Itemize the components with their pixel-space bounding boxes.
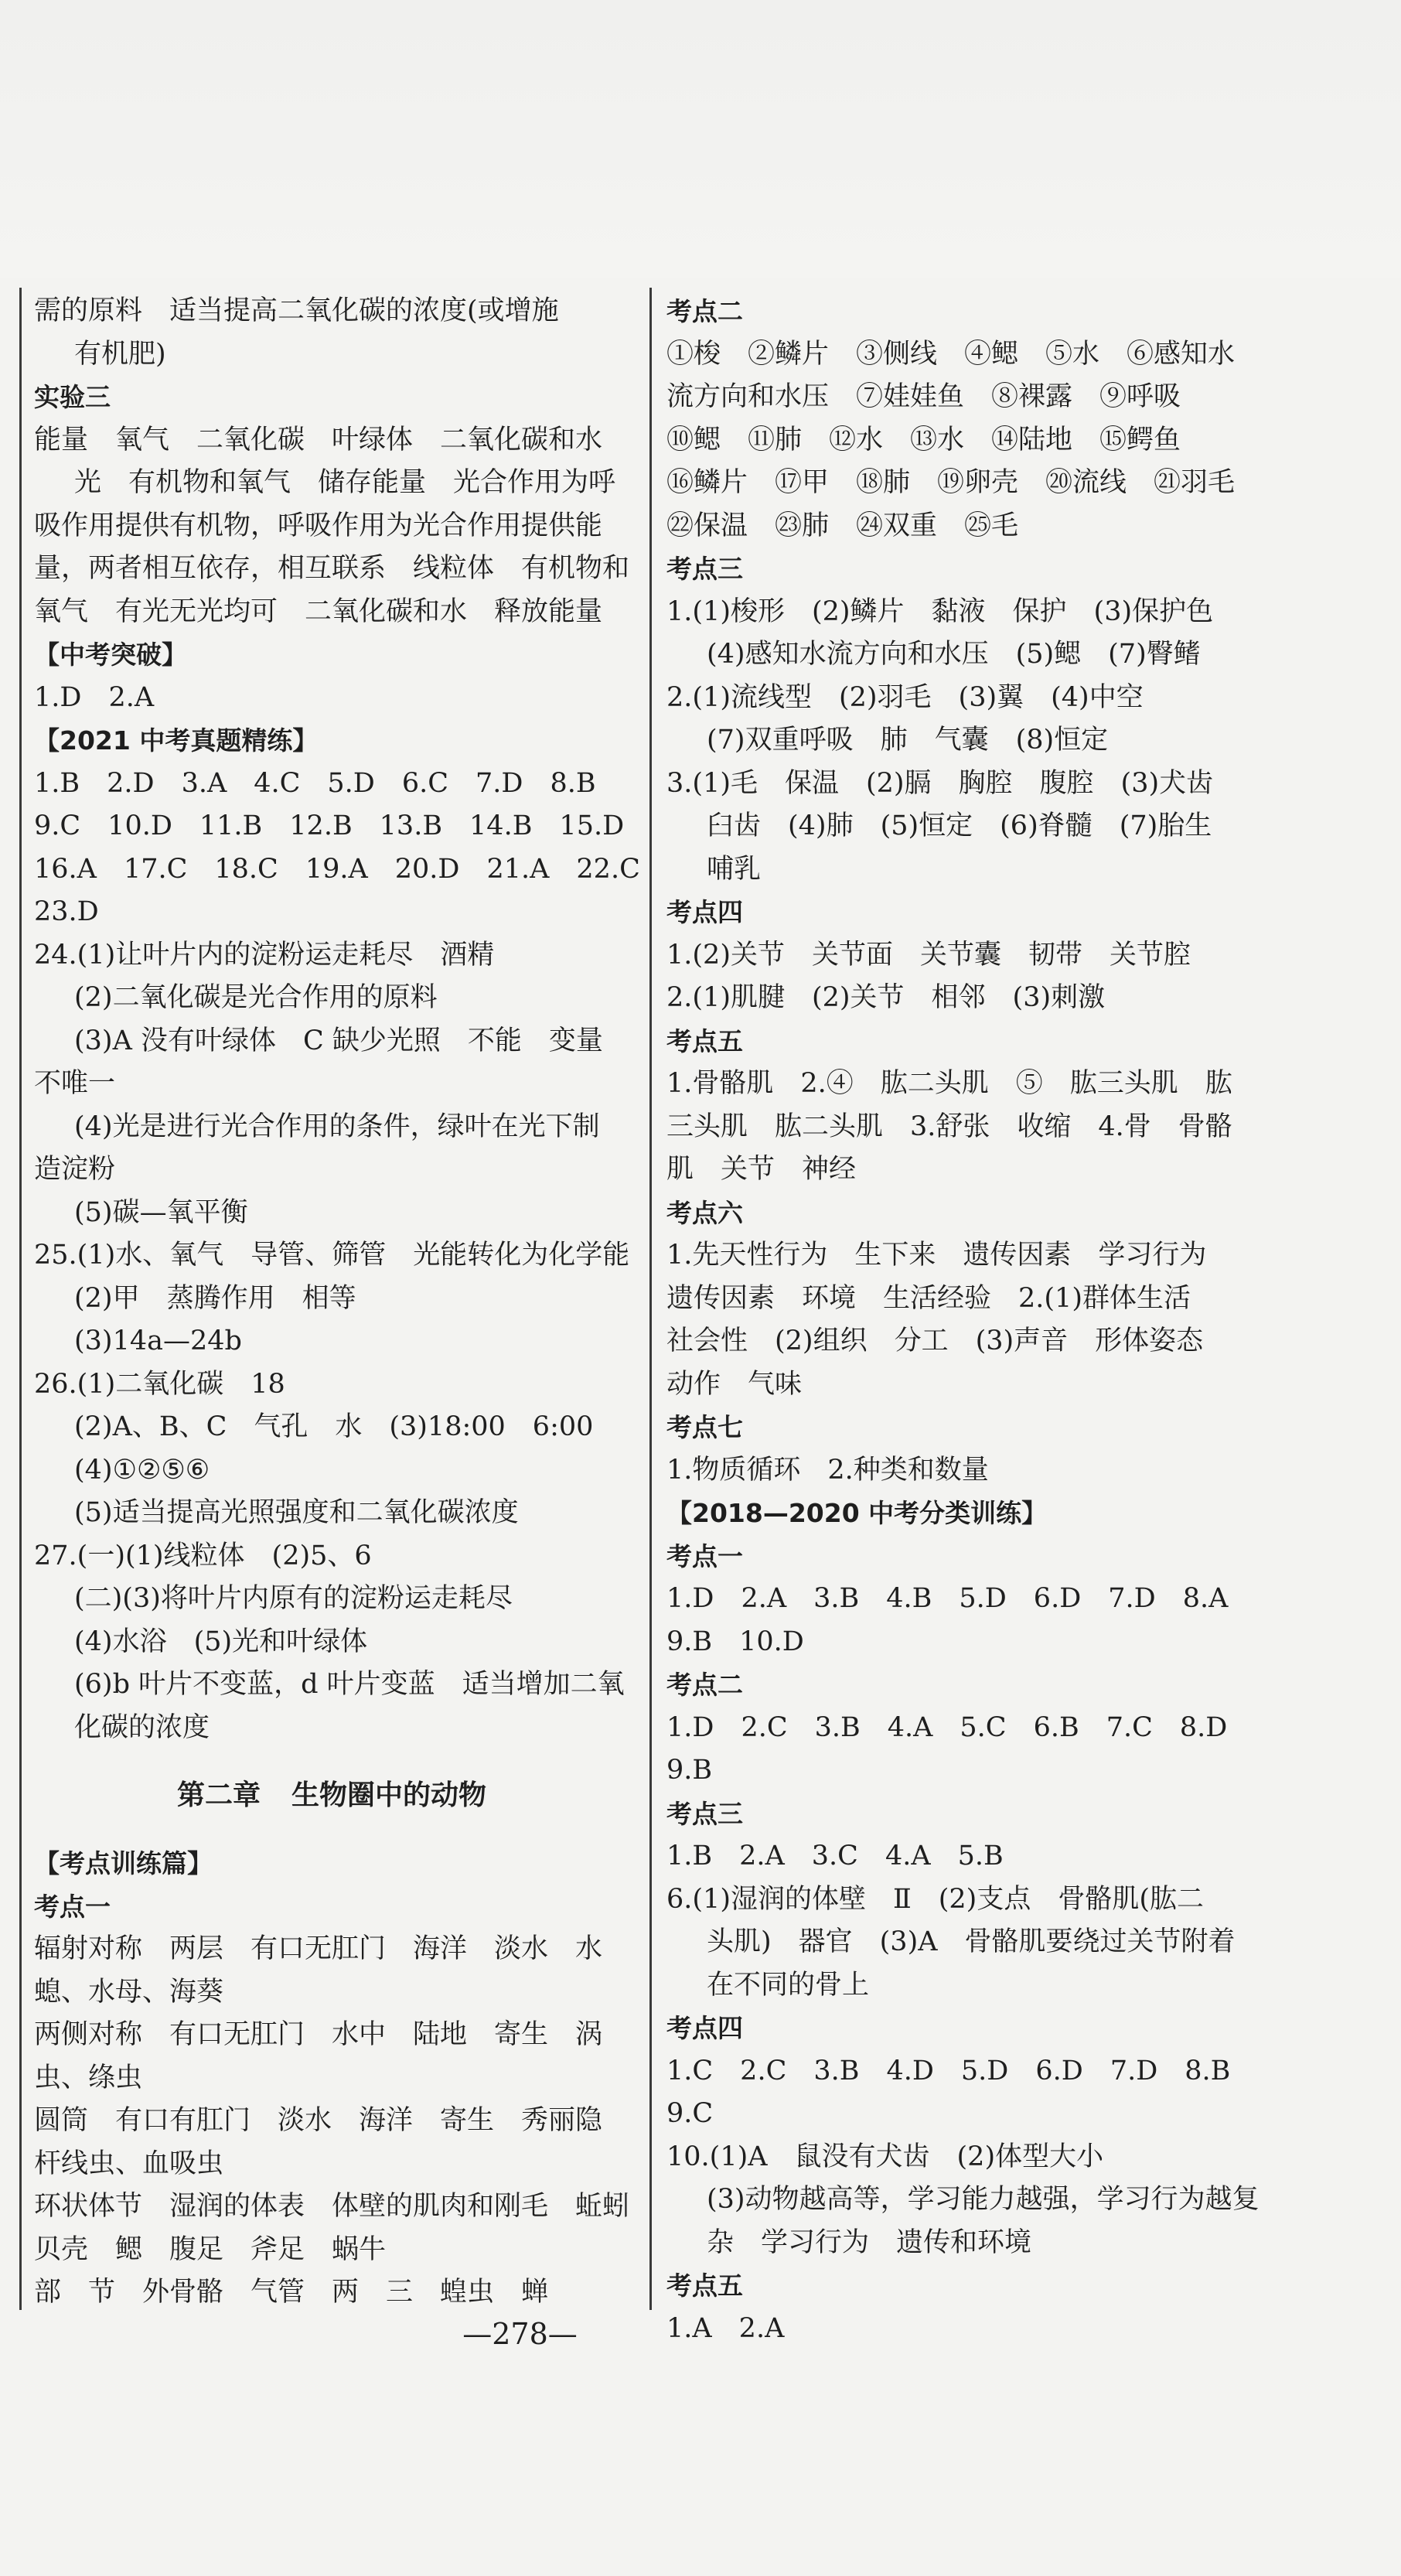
answer-line: 2.(1)流线型 (2)羽毛 (3)翼 (4)中空 <box>666 681 1144 713</box>
answer-line: 三头肌 肱二头肌 3.舒张 收缩 4.骨 骨骼 <box>666 1111 1232 1142</box>
answer-line: 氧气 有光无光均可 二氧化碳和水 释放能量 <box>34 595 603 627</box>
answer-line: 光 有机物和氧气 储存能量 光合作用为呼 <box>74 467 616 498</box>
answer-line: 圆筒 有口有肛门 淡水 海洋 寄生 秀丽隐 <box>34 2105 603 2136</box>
answer-line: (4)①②⑤⑥ <box>74 1454 210 1486</box>
answer-line: 环状体节 湿润的体表 体壁的肌肉和刚毛 蚯蚓 <box>34 2191 630 2222</box>
column-divider <box>649 288 652 2310</box>
answer-line: (3)A 没有叶绿体 C 缺少光照 不能 变量 <box>74 1025 603 1056</box>
section-heading: 考点三 <box>666 554 743 584</box>
section-heading: 考点二 <box>666 296 743 326</box>
answer-line: 1.D 2.A <box>34 681 155 713</box>
section-heading: 考点五 <box>666 2271 743 2301</box>
answer-line: 9.C 10.D 11.B 12.B 13.B 14.B 15.D <box>34 810 625 841</box>
answer-line: (3)动物越高等，学习能力越强，学习行为越复 <box>707 2184 1260 2215</box>
answer-line: 能量 氧气 二氧化碳 叶绿体 二氧化碳和水 <box>34 424 603 455</box>
answer-line: (2)A、B、C 气孔 水 (3)18:00 6:00 <box>74 1411 594 1442</box>
answer-line: 杂 学习行为 遗传和环境 <box>707 2226 1032 2258</box>
left-column <box>34 290 640 2313</box>
answer-line: 杆线虫、血吸虫 <box>34 2148 224 2179</box>
section-heading: 考点六 <box>666 1197 743 1228</box>
answer-line: 16.A 17.C 18.C 19.A 20.D 21.A 22.C <box>34 853 640 885</box>
answer-line: 9.B <box>666 1755 713 1786</box>
answer-line: 1.B 2.A 3.C 4.A 5.B <box>666 1841 1004 1871</box>
answer-line: (5)碳—氧平衡 <box>74 1196 248 1228</box>
answer-line: 6.(1)湿润的体壁 Ⅱ (2)支点 骨骼肌(肱二 <box>666 1883 1204 1915</box>
section-heading: 考点二 <box>666 1670 743 1700</box>
answer-line: 在不同的骨上 <box>707 1969 870 2001</box>
answer-line: (2)甲 蒸腾作用 相等 <box>74 1282 356 1314</box>
answer-line: 3.(1)毛 保温 (2)膈 胸腔 腹腔 (3)犬齿 <box>666 767 1214 799</box>
section-heading: 考点四 <box>666 897 743 927</box>
answer-line: 两侧对称 有口无肛门 水中 陆地 寄生 涡 <box>34 2019 603 2050</box>
chapter-title: 生物圈中的动物 <box>291 1779 487 1811</box>
answer-line: 1.骨骼肌 2.④ 肱二头肌 ⑤ 肱三头肌 肱 <box>666 1068 1232 1099</box>
left-column-chapter-answers <box>34 1842 629 2315</box>
right-column-answers <box>666 290 1285 2350</box>
answer-line: ①梭 ②鳞片 ③侧线 ④鳃 ⑤水 ⑥感知水 <box>666 338 1236 370</box>
answer-line: 10.(1)A 鼠没有犬齿 (2)体型大小 <box>666 2141 1104 2172</box>
answer-line: 辐射对称 两层 有口无肛门 海洋 淡水 水 <box>34 1933 603 1964</box>
answer-line: 量，两者相互依存，相互联系 线粒体 有机物和 <box>34 553 630 584</box>
left-margin-rule <box>19 288 22 2310</box>
section-heading: 【2021 中考真题精练】 <box>34 725 319 756</box>
answer-line: 1.物质循环 2.种类和数量 <box>666 1454 989 1486</box>
answer-line: (2)二氧化碳是光合作用的原料 <box>74 982 438 1013</box>
section-heading: 考点五 <box>666 1025 743 1056</box>
section-heading: 【2018—2020 中考分类训练】 <box>666 1498 1048 1528</box>
answer-line: 流方向和水压 ⑦娃娃鱼 ⑧裸露 ⑨呼吸 <box>666 381 1181 412</box>
answer-line: 1.C 2.C 3.B 4.D 5.D 6.D 7.D 8.B <box>666 2055 1231 2086</box>
answer-line: 有机肥) <box>74 338 166 370</box>
answer-line: 贝壳 鳃 腹足 斧足 蜗牛 <box>34 2233 387 2265</box>
answer-line: 螅、水母、海葵 <box>34 1976 224 2008</box>
section-heading: 【考点训练篇】 <box>34 1848 213 1878</box>
answer-line: ㉒保温 ㉓肺 ㉔双重 ㉕毛 <box>666 510 1019 541</box>
answer-line: (3)14a—24b <box>74 1326 242 1356</box>
answer-line: 肌 关节 神经 <box>666 1154 857 1185</box>
answer-line: 9.B 10.D <box>666 1626 804 1657</box>
section-heading: 考点七 <box>666 1412 743 1442</box>
answer-line: 9.C <box>666 2098 714 2129</box>
section-heading: 考点一 <box>666 1540 743 1571</box>
right-column <box>666 290 1285 2344</box>
answer-line: (4)水浴 (5)光和叶绿体 <box>74 1626 368 1657</box>
answer-line: 1.D 2.A 3.B 4.B 5.D 6.D 7.D 8.A <box>666 1583 1229 1614</box>
answer-line: 虫、绦虫 <box>34 2062 143 2093</box>
answer-line: 部 节 外骨骼 气管 两 三 蝗虫 蝉 <box>34 2277 549 2308</box>
answer-line: 23.D <box>34 896 99 927</box>
answer-line: (4)光是进行光合作用的条件，绿叶在光下制 <box>74 1111 600 1142</box>
section-heading: 考点四 <box>666 2013 743 2043</box>
answer-line: 遗传因素 环境 生活经验 2.(1)群体生活 <box>666 1282 1191 1314</box>
answer-line: 头肌) 器官 (3)A 骨骼肌要绕过关节附着 <box>707 1926 1236 1957</box>
answer-line: 2.(1)肌腱 (2)关节 相邻 (3)刺激 <box>666 982 1106 1013</box>
chapter-number: 第二章 <box>176 1779 261 1811</box>
answer-line: (6)b 叶片不变蓝，d 叶片变蓝 适当增加二氧 <box>74 1669 625 1700</box>
answer-line: 臼齿 (4)肺 (5)恒定 (6)脊髓 (7)胎生 <box>707 810 1212 841</box>
answer-line: 1.(1)梭形 (2)鳞片 黏液 保护 (3)保护色 <box>666 595 1214 627</box>
answer-line: 造淀粉 <box>34 1154 116 1185</box>
answer-line: 社会性 (2)组织 分工 (3)声音 形体姿态 <box>666 1326 1204 1356</box>
answer-line: 27.(一)(1)线粒体 (2)5、6 <box>34 1540 372 1571</box>
section-heading: 【中考突破】 <box>34 640 187 670</box>
chapter-heading <box>34 1749 629 1842</box>
answer-line: 需的原料 适当提高二氧化碳的浓度(或增施 <box>34 295 559 326</box>
section-heading: 实验三 <box>34 382 111 412</box>
section-heading: 考点三 <box>666 1798 743 1829</box>
answer-line: 化碳的浓度 <box>74 1711 210 1743</box>
left-column-answers <box>34 290 640 1749</box>
answer-line: 动作 气味 <box>666 1368 803 1400</box>
answer-line: (5)适当提高光照强度和二氧化碳浓度 <box>74 1497 519 1528</box>
answer-line: 1.先天性行为 生下来 遗传因素 学习行为 <box>666 1240 1207 1271</box>
answer-line: (二)(3)将叶片内原有的淀粉运走耗尽 <box>74 1583 513 1614</box>
page-number: —278— <box>462 2317 578 2351</box>
answer-line: 哺乳 <box>707 853 762 885</box>
answer-line: (4)感知水流方向和水压 (5)鳃 (7)臀鳍 <box>707 639 1201 670</box>
answer-line: 1.B 2.D 3.A 4.C 5.D 6.C 7.D 8.B <box>34 767 596 799</box>
answer-line: ⑯鳞片 ⑰甲 ⑱肺 ⑲卵壳 ⑳流线 ㉑羽毛 <box>666 467 1236 498</box>
answer-line: (7)双重呼吸 肺 气囊 (8)恒定 <box>707 725 1109 756</box>
page-top-margin <box>0 0 1401 278</box>
answer-line: ⑩鳃 ⑪肺 ⑫水 ⑬水 ⑭陆地 ⑮鳄鱼 <box>666 424 1181 455</box>
answer-line: 24.(1)让叶片内的淀粉运走耗尽 酒精 <box>34 939 495 971</box>
answer-line: 1.A 2.A <box>666 2312 785 2344</box>
answer-line: 1.(2)关节 关节面 关节囊 韧带 关节腔 <box>666 939 1191 971</box>
answer-line: 1.D 2.C 3.B 4.A 5.C 6.B 7.C 8.D <box>666 1711 1228 1743</box>
answer-line: 不唯一 <box>34 1068 116 1099</box>
answer-line: 吸作用提供有机物，呼吸作用为光合作用提供能 <box>34 510 603 541</box>
answer-line: 25.(1)水、氧气 导管、筛管 光能转化为化学能 <box>34 1240 630 1271</box>
answer-line: 26.(1)二氧化碳 18 <box>34 1368 285 1400</box>
section-heading: 考点一 <box>34 1891 111 1922</box>
